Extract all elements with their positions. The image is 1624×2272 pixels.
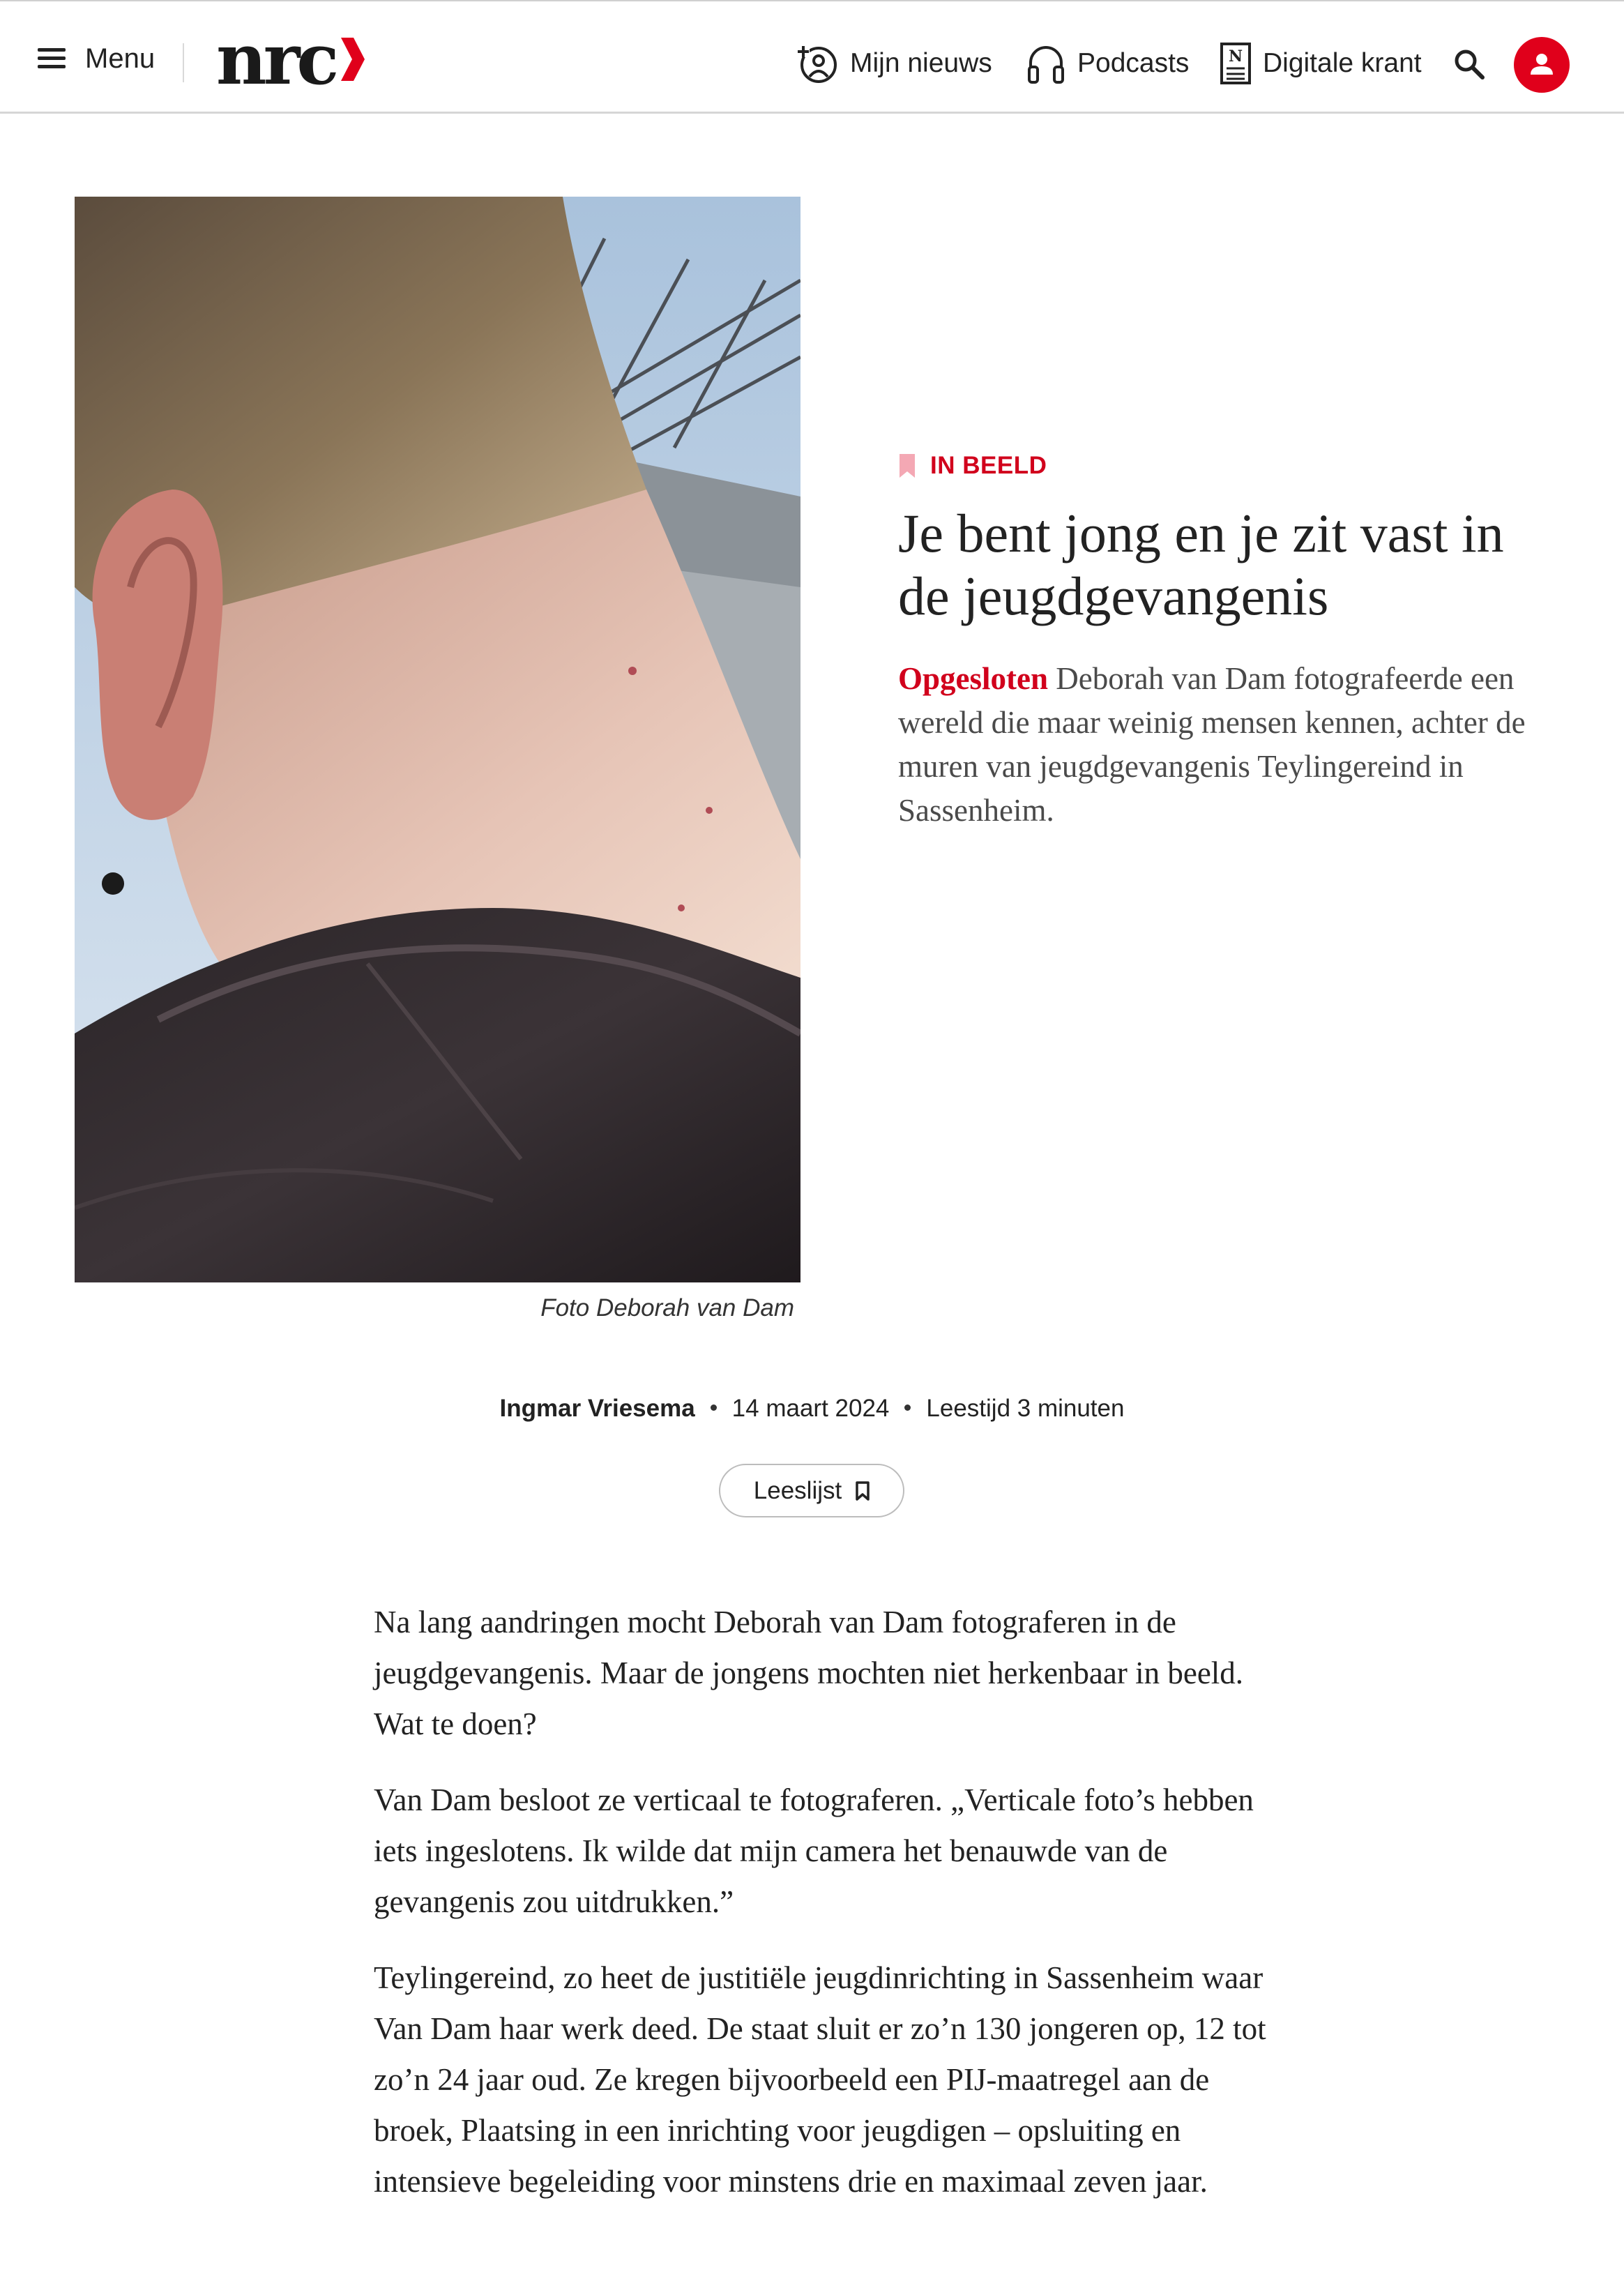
publish-date: 14 maart 2024 <box>731 1395 890 1422</box>
nrc-logo[interactable] <box>216 18 366 100</box>
meta-separator <box>904 1404 911 1411</box>
add-to-reading-list-button[interactable] <box>719 1464 904 1517</box>
section-kicker[interactable] <box>900 452 1047 480</box>
kicker-label: IN BEELD <box>930 452 1047 479</box>
read-time: Leestijd 3 minuten <box>926 1395 1125 1422</box>
mijn-nieuws-icon <box>796 42 839 85</box>
svg-text:N: N <box>1228 47 1243 66</box>
paragraph: Teylingereind, zo heet de justitiële jeugdinrichting in Sassenheim waar Van Dam haar werk deed. De staat sluit er zo’n 130 jongeren op, 12 tot zo’n 24 jaar oud. Ze kregen bijvoorbeeld een PIJ-maatregel aan de broek, Plaatsing in een inrichting voor jeugdigen – opsluiting en intensieve begeleiding voor minstens drie en maximaal zeven jaar. <box>374 1960 1266 2199</box>
hamburger-icon <box>38 48 66 69</box>
article-meta <box>0 1395 1624 1423</box>
intro-tag: Opgesloten <box>898 661 1049 696</box>
account-button[interactable] <box>1514 37 1570 93</box>
article-intro <box>898 657 1568 833</box>
photo-caption: Foto Deborah van Dam <box>540 1294 794 1321</box>
newspaper-icon <box>1220 42 1252 85</box>
nav-digitale-krant[interactable] <box>1220 39 1422 88</box>
paragraph: Van Dam besloot ze verticaal te fotograferen. „Verticale foto’s hebben iets ingeslotens. Ik wilde dat mijn camera het benauwde van de gevangenis zou uitdrukken.” <box>374 1782 1254 1919</box>
author-link[interactable]: Ingmar Vriesema <box>499 1395 695 1422</box>
top-navigation-bar <box>0 0 1624 114</box>
bookmark-outline-icon <box>856 1481 870 1501</box>
bookmark-icon <box>900 454 915 478</box>
hero-photo[interactable] <box>75 197 800 1282</box>
reading-list-label: Leeslijst <box>753 1476 842 1504</box>
nav-mijn-nieuws[interactable] <box>796 39 992 88</box>
nav-label: Mijn nieuws <box>850 48 992 78</box>
nav-podcasts[interactable] <box>1026 39 1189 88</box>
logo-wordmark: nrc <box>216 18 336 100</box>
menu-divider <box>183 43 184 82</box>
menu-button[interactable] <box>38 38 155 79</box>
menu-label: Menu <box>85 43 155 74</box>
search-icon[interactable] <box>1452 47 1486 81</box>
logo-chevron-icon <box>338 35 366 84</box>
article-body <box>374 1597 1273 2232</box>
user-icon <box>1528 51 1556 79</box>
paragraph: Na lang aandringen mocht Deborah van Dam fotograferen in de jeugdgevangenis. Maar de jongens mochten niet herkenbaar in beeld. Wat te doen? <box>374 1605 1244 1741</box>
headphones-icon <box>1026 42 1066 85</box>
intro-text: Deborah van Dam fotografeerde een wereld die maar weinig mensen kennen, achter de muren van jeugdgevangenis Teylingereind in Sassenheim. <box>898 661 1526 828</box>
article-title: Je bent jong en je zit vast in de jeugdgevangenis <box>898 503 1504 626</box>
hero-photo-illustration <box>75 197 800 1282</box>
nav-label: Podcasts <box>1077 48 1190 78</box>
nav-label: Digitale krant <box>1263 48 1422 78</box>
meta-separator <box>711 1404 717 1411</box>
